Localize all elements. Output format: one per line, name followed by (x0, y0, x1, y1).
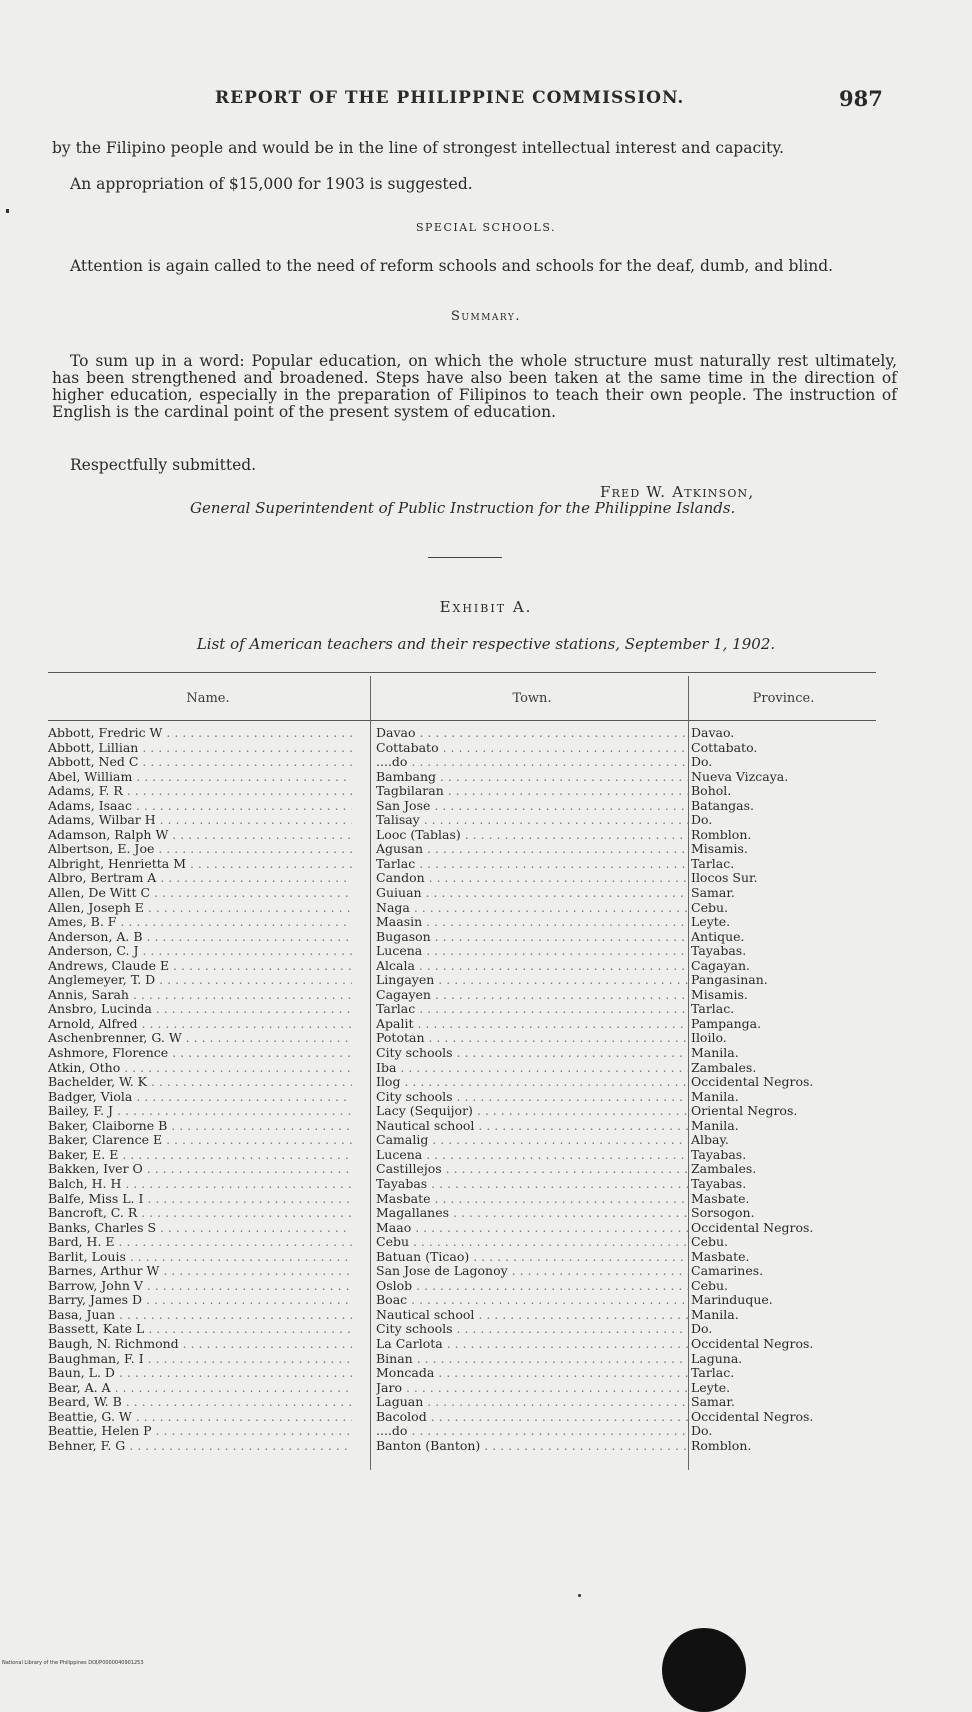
table-row (48, 1119, 876, 1134)
cell-town: Banton (Banton) . . . (376, 1439, 688, 1454)
cell-town: Laguan . . . (376, 1395, 688, 1410)
cell-province: Samar. (691, 886, 735, 901)
table-row (48, 1293, 876, 1308)
table-row (48, 1279, 876, 1294)
cell-province: Manila. (691, 1046, 739, 1061)
cell-name: Basa, Juan . . . (48, 1308, 352, 1323)
cell-province: Cebu. (691, 900, 728, 915)
column-header-name: Name. (186, 691, 230, 706)
cell-name: Arnold, Alfred . . . (48, 1017, 352, 1032)
cell-province: Cebu. (691, 1278, 728, 1293)
cell-name: Baugh, N. Richmond . . . (48, 1337, 352, 1352)
cell-province: Leyte. (691, 915, 731, 930)
cell-name: Baughman, F. I . . . (48, 1352, 352, 1367)
cell-province: Cagayan. (691, 958, 751, 973)
table-row (48, 915, 876, 930)
cell-name: Baker, Claiborne B . . . (48, 1119, 352, 1134)
cell-name: Banks, Charles S . . . (48, 1221, 352, 1236)
cell-name: Barnes, Arthur W . . . (48, 1264, 352, 1279)
cell-name: Albright, Henrietta M . . . (48, 857, 352, 872)
table-row (48, 1308, 876, 1323)
summary-paragraph: To sum up in a word: Popular education, on which the whole structure must naturally rest ultimately, has been strengthened and broadened. Steps have also been taken at the same time in the direction of higher education, especially in the preparation of Filipinos to teach their own people. The instruction of English is the cardinal point of the present system of education. (52, 352, 897, 421)
cell-name: Anderson, A. B . . . (48, 930, 352, 945)
table-row (48, 1162, 876, 1177)
cell-province: Romblon. (691, 1438, 752, 1453)
intro-paragraph: by the Filipino people and would be in the line of strongest intellectual interest and capacity. (52, 139, 784, 157)
cell-province: Tarlac. (691, 856, 735, 871)
table-row (48, 988, 876, 1003)
cell-name: Anglemeyer, T. D . . . (48, 973, 352, 988)
table-row (48, 1322, 876, 1337)
table-row (48, 901, 876, 916)
cell-province: Zambales. (691, 1060, 757, 1075)
cell-name: Bachelder, W. K . . . (48, 1075, 352, 1090)
table-row (48, 1075, 876, 1090)
page-header (0, 86, 972, 116)
cell-province: Tarlac. (691, 1002, 735, 1017)
table-row (48, 1031, 876, 1046)
table-row (48, 1395, 876, 1410)
cell-town: San Jose de Lagonoy . . . (376, 1264, 688, 1279)
cell-name: Bailey, F. J . . . (48, 1104, 352, 1119)
scan-artifact (662, 1628, 746, 1712)
cell-province: Bohol. (691, 784, 732, 799)
cell-province: Occidental Negros. (691, 1336, 814, 1351)
cell-name: Andrews, Claude E . . . (48, 959, 352, 974)
cell-name: Abel, William . . . (48, 770, 352, 785)
table-row (48, 1133, 876, 1148)
cell-name: Bear, A. A . . . (48, 1381, 352, 1396)
cell-town: Cebu . . . (376, 1235, 688, 1250)
cell-town: San Jose . . . (376, 799, 688, 814)
special-schools-heading: SPECIAL SCHOOLS. (416, 221, 556, 234)
table-row (48, 726, 876, 741)
cell-town: ....do . . . (376, 755, 688, 770)
table-row (48, 799, 876, 814)
cell-town: Iba . . . (376, 1061, 688, 1076)
table-row (48, 944, 876, 959)
cell-town: Magallanes . . . (376, 1206, 688, 1221)
table-row (48, 1264, 876, 1279)
cell-name: Aschenbrenner, G. W . . . (48, 1031, 352, 1046)
cell-province: Do. (691, 1424, 713, 1439)
cell-town: La Carlota . . . (376, 1337, 688, 1352)
cell-name: Albro, Bertram A . . . (48, 871, 352, 886)
cell-province: Pampanga. (691, 1016, 762, 1031)
cell-province: Tayabas. (691, 944, 747, 959)
cell-town: Lacy (Sequijor) . . . (376, 1104, 688, 1119)
cell-name: Bakken, Iver O . . . (48, 1162, 352, 1177)
cell-town: Cottabato . . . (376, 741, 688, 756)
table-row (48, 886, 876, 901)
cell-name: Adams, Wilbar H . . . (48, 813, 352, 828)
cell-name: Ames, B. F . . . (48, 915, 352, 930)
cell-name: Adamson, Ralph W . . . (48, 828, 352, 843)
table-row (48, 1017, 876, 1032)
cell-town: Nautical school . . . (376, 1308, 688, 1323)
cell-name: Badger, Viola . . . (48, 1090, 352, 1105)
cell-town: ....do . . . (376, 1424, 688, 1439)
cell-name: Bancroft, C. R . . . (48, 1206, 352, 1221)
appropriation-paragraph: An appropriation of $15,000 for 1903 is suggested. (70, 175, 473, 193)
table-row (48, 1148, 876, 1163)
cell-province: Occidental Negros. (691, 1075, 814, 1090)
cell-town: Maasin . . . (376, 915, 688, 930)
cell-province: Sorsogon. (691, 1206, 755, 1221)
speck (578, 1594, 581, 1597)
summary-heading: Summary. (451, 309, 521, 324)
cell-town: Naga . . . (376, 901, 688, 916)
cell-town: Looc (Tablas) . . . (376, 828, 688, 843)
cell-town: Castillejos . . . (376, 1162, 688, 1177)
cell-name: Ansbro, Lucinda . . . (48, 1002, 352, 1017)
cell-province: Cebu. (691, 1235, 728, 1250)
cell-name: Balch, H. H . . . (48, 1177, 352, 1192)
cell-town: Batuan (Ticao) . . . (376, 1250, 688, 1265)
cell-name: Balfe, Miss L. I . . . (48, 1192, 352, 1207)
table-body (48, 726, 876, 1453)
table-row (48, 1221, 876, 1236)
table-row (48, 755, 876, 770)
table-row (48, 1439, 876, 1454)
cell-name: Barry, James D . . . (48, 1293, 352, 1308)
exhibit-caption: List of American teachers and their respective stations, September 1, 1902. (196, 635, 776, 653)
cell-name: Abbott, Ned C . . . (48, 755, 352, 770)
cell-name: Abbott, Fredric W . . . (48, 726, 352, 741)
cell-province: Oriental Negros. (691, 1104, 798, 1119)
cell-town: Boac . . . (376, 1293, 688, 1308)
cell-province: Tayabas. (691, 1147, 747, 1162)
cell-province: Masbate. (691, 1249, 750, 1264)
table-row (48, 1337, 876, 1352)
cell-town: Guiuan . . . (376, 886, 688, 901)
table-row (48, 1381, 876, 1396)
cell-province: Do. (691, 813, 713, 828)
cell-name: Bard, H. E . . . (48, 1235, 352, 1250)
cell-name: Barrow, John V . . . (48, 1279, 352, 1294)
cell-province: Tayabas. (691, 1176, 747, 1191)
cell-province: Manila. (691, 1089, 739, 1104)
signature-title: General Superintendent of Public Instruction for the Philippine Islands. (190, 499, 736, 517)
table-row (48, 973, 876, 988)
table-row (48, 784, 876, 799)
table-row (48, 1061, 876, 1076)
cell-name: Annis, Sarah . . . (48, 988, 352, 1003)
cell-province: Masbate. (691, 1191, 750, 1206)
cell-town: City schools . . . (376, 1046, 688, 1061)
cell-town: Agusan . . . (376, 842, 688, 857)
column-header-town: Town. (512, 691, 552, 706)
cell-town: Candon . . . (376, 871, 688, 886)
cell-province: Misamis. (691, 842, 748, 857)
cell-town: Jaro . . . (376, 1381, 688, 1396)
cell-name: Anderson, C. J . . . (48, 944, 352, 959)
cell-name: Beard, W. B . . . (48, 1395, 352, 1410)
cell-name: Allen, De Witt C . . . (48, 886, 352, 901)
cell-town: Lingayen . . . (376, 973, 688, 988)
table-row (48, 842, 876, 857)
closing-line: Respectfully submitted. (70, 456, 257, 474)
cell-town: Talisay . . . (376, 813, 688, 828)
cell-name: Allen, Joseph E . . . (48, 901, 352, 916)
table-row (48, 741, 876, 756)
cell-town: Ilog . . . (376, 1075, 688, 1090)
cell-province: Laguna. (691, 1351, 743, 1366)
cell-town: Oslob . . . (376, 1279, 688, 1294)
table-row (48, 959, 876, 974)
table-row (48, 1206, 876, 1221)
cell-province: Iloilo. (691, 1031, 727, 1046)
cell-province: Batangas. (691, 798, 755, 813)
cell-name: Beattie, G. W . . . (48, 1410, 352, 1425)
cell-province: Manila. (691, 1118, 739, 1133)
cell-town: Masbate . . . (376, 1192, 688, 1207)
cell-town: Davao . . . (376, 726, 688, 741)
cell-town: Binan . . . (376, 1352, 688, 1367)
cell-province: Manila. (691, 1307, 739, 1322)
cell-province: Tarlac. (691, 1366, 735, 1381)
cell-province: Do. (691, 1322, 713, 1337)
cell-province: Nueva Vizcaya. (691, 769, 789, 784)
cell-town: City schools . . . (376, 1322, 688, 1337)
cell-province: Do. (691, 755, 713, 770)
table-row (48, 1424, 876, 1439)
cell-name: Adams, Isaac . . . (48, 799, 352, 814)
cell-name: Albertson, E. Joe . . . (48, 842, 352, 857)
cell-province: Romblon. (691, 827, 752, 842)
cell-province: Marinduque. (691, 1293, 773, 1308)
cell-name: Bassett, Kate L . . . (48, 1322, 352, 1337)
cell-province: Occidental Negros. (691, 1220, 814, 1235)
cell-name: Baun, L. D . . . (48, 1366, 352, 1381)
cell-town: City schools . . . (376, 1090, 688, 1105)
cell-town: Tarlac . . . (376, 857, 688, 872)
cell-town: Moncada . . . (376, 1366, 688, 1381)
cell-town: Nautical school . . . (376, 1119, 688, 1134)
table-row (48, 828, 876, 843)
cell-town: Apalit . . . (376, 1017, 688, 1032)
table-row (48, 1090, 876, 1105)
cell-name: Ashmore, Florence . . . (48, 1046, 352, 1061)
cell-province: Cottabato. (691, 740, 758, 755)
cell-town: Lucena . . . (376, 1148, 688, 1163)
exhibit-heading: Exhibit A. (439, 598, 533, 616)
table-row (48, 1410, 876, 1425)
cell-name: Beattie, Helen P . . . (48, 1424, 352, 1439)
table-row (48, 871, 876, 886)
cell-town: Tagbilaran . . . (376, 784, 688, 799)
cell-town: Alcala . . . (376, 959, 688, 974)
section-divider (428, 557, 502, 558)
cell-town: Cagayen . . . (376, 988, 688, 1003)
cell-name: Abbott, Lillian . . . (48, 741, 352, 756)
cell-town: Bugason . . . (376, 930, 688, 945)
cell-town: Tayabas . . . (376, 1177, 688, 1192)
table-header-rule (48, 720, 876, 721)
cell-province: Antique. (691, 929, 745, 944)
table-row (48, 1366, 876, 1381)
cell-town: Pototan . . . (376, 1031, 688, 1046)
cell-town: Camalig . . . (376, 1133, 688, 1148)
cell-town: Bambang . . . (376, 770, 688, 785)
table-row (48, 1250, 876, 1265)
cell-name: Barlit, Louis . . . (48, 1250, 352, 1265)
table-row (48, 930, 876, 945)
cell-province: Misamis. (691, 987, 748, 1002)
table-row (48, 770, 876, 785)
table-row (48, 1104, 876, 1119)
cell-province: Camarines. (691, 1264, 764, 1279)
cell-province: Pangasinan. (691, 973, 768, 988)
table-top-rule (48, 672, 876, 673)
cell-name: Behner, F. G . . . (48, 1439, 352, 1454)
table-row (48, 1046, 876, 1061)
cell-name: Atkin, Otho . . . (48, 1061, 352, 1076)
cell-province: Zambales. (691, 1162, 757, 1177)
cell-province: Ilocos Sur. (691, 871, 758, 886)
cell-name: Baker, Clarence E . . . (48, 1133, 352, 1148)
cell-province: Davao. (691, 726, 735, 740)
column-header-province: Province. (752, 691, 815, 706)
cell-town: Maao . . . (376, 1221, 688, 1236)
cell-province: Albay. (691, 1133, 729, 1148)
cell-province: Samar. (691, 1395, 735, 1410)
cell-name: Adams, F. R . . . (48, 784, 352, 799)
table-row (48, 857, 876, 872)
cell-province: Occidental Negros. (691, 1409, 814, 1424)
table-row (48, 1002, 876, 1017)
special-schools-paragraph: Attention is again called to the need of reform schools and schools for the deaf, dumb, and blind. (70, 257, 834, 275)
cell-town: Tarlac . . . (376, 1002, 688, 1017)
footer-attribution: National Library of the Philippines DOI/P0000040901253 (2, 1660, 144, 1666)
table-row (48, 1235, 876, 1250)
table-row (48, 1352, 876, 1367)
margin-mark (6, 209, 9, 213)
cell-town: Bacolod . . . (376, 1410, 688, 1425)
page-number: 987 (839, 86, 883, 111)
table-row (48, 1192, 876, 1207)
signature-name: Fred W. Atkinson, (600, 483, 755, 501)
cell-town: Lucena . . . (376, 944, 688, 959)
running-title: REPORT OF THE PHILIPPINE COMMISSION. (215, 88, 685, 108)
table-row (48, 813, 876, 828)
cell-name: Baker, E. E . . . (48, 1148, 352, 1163)
cell-province: Leyte. (691, 1380, 731, 1395)
table-row (48, 1177, 876, 1192)
